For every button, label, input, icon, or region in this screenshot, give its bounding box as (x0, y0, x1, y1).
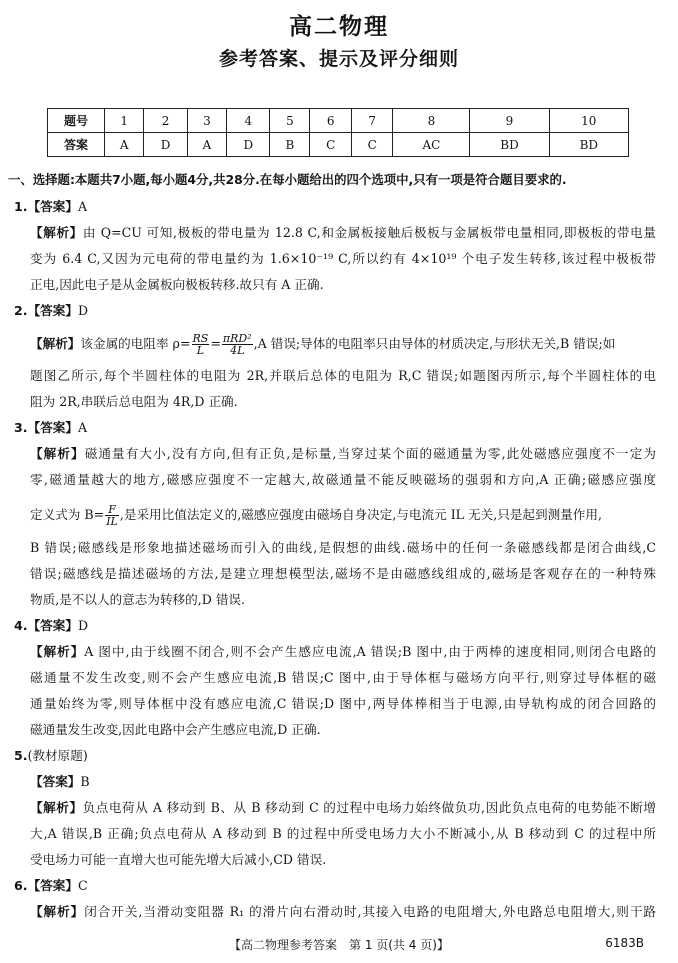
table-cell: 1 (105, 109, 144, 133)
q3-analysis-line-1 (30, 446, 656, 462)
table-cell: B (270, 133, 310, 157)
q4-analysis-line-2: 磁通量不发生改变,则不会产生感应电流,B 错误;C 图中,由于导体框与磁场方向平行,则穿过导体框的磁 (30, 670, 656, 685)
resistivity-fraction-1 (192, 333, 210, 356)
q1-analysis-line-1 (30, 225, 656, 241)
fraction-numerator: F (105, 504, 119, 516)
q1-answer: A (77, 199, 88, 214)
q4-answer: D (77, 618, 89, 633)
analysis-tag: 【解析】 (30, 225, 83, 240)
q3-number: 3. (14, 420, 28, 435)
q4-text-1: A 图中,由于线圈不闭合,则不会产生感应电流,A 错误;B 图中,由于两棒的速度相同,则闭合电路的 (84, 644, 657, 659)
table-cell: A (105, 133, 144, 157)
q1-number: 1. (14, 199, 28, 214)
q5-number-line (14, 748, 640, 764)
q1-text-1: 由 Q=CU 可知,极板的带电量为 12.8 C,和金属板接触后极板与金属板带电量相同,即极板的带电量 (82, 225, 656, 240)
answer-key-table (47, 108, 629, 157)
table-cell: 9 (470, 109, 549, 133)
q5-analysis-line-2: 大,A 错误,B 正确;负点电荷从 A 移动到 B 的过程中所受电场力大小不断减小,从 B 移动到 C 的过程中所 (30, 826, 656, 841)
table-cell: 8 (393, 109, 470, 133)
table-cell: A (187, 133, 226, 157)
fraction-denominator: 4L (230, 344, 245, 357)
q6-analysis-line-1 (30, 904, 656, 920)
analysis-tag: 【解析】 (30, 904, 85, 919)
q4-number: 4. (14, 618, 28, 633)
question-number-row (48, 109, 629, 133)
q3-text-pre: 定义式为 B= (30, 507, 105, 522)
analysis-tag: 【解析】 (30, 800, 83, 815)
q3-analysis-line-2: 零,磁通量越大的地方,磁感应强度不一定越大,故磁通量不能反映磁场的强弱和方向,A 正确;磁感应强度 (30, 472, 656, 487)
q2-analysis-line-1 (30, 329, 656, 359)
q2-text-post: ,A 错误;导体的电阻率只由导体的材质决定,与形状无关,B 错误;如 (253, 336, 616, 351)
q1-answer-line (14, 199, 640, 215)
q3-analysis-line-5: 错误;磁感线是描述磁场的方法,是建立理想模型法,磁场不是由磁感线组成的,磁场是客观存在的一种特殊 (30, 566, 656, 581)
table-cell: D (227, 133, 270, 157)
table-cell: D (144, 133, 187, 157)
q3-text-1: 磁通量有大小,没有方向,但有正负,是标量,当穿过某个面的磁通量为零,此处磁感应强度不一定为 (84, 446, 656, 461)
fraction-denominator: IL (106, 515, 118, 528)
section-heading: 一、选择题:本题共7小题,每小题4分,共28分.在每小题给出的四个选项中,只有一项是符合题目要求的. (8, 172, 567, 187)
table-cell: 2 (144, 109, 187, 133)
analysis-tag: 【解析】 (30, 644, 85, 659)
q6-text-1: 闭合开关,当滑动变阻器 R₁ 的滑片向右滑动时,其接入电路的电阻增大,外电路总电阻增大,则干路 (84, 904, 656, 919)
q4-analysis-line-4: 磁通量发生改变,因此电路中会产生感应电流,D 正确. (30, 722, 321, 737)
document-code: 6183B (605, 936, 644, 950)
document-title: 高二物理 (289, 14, 389, 40)
answer-tag: 【答案】 (30, 774, 81, 789)
table-cell: C (310, 133, 352, 157)
q2-answer-line (14, 303, 640, 319)
answer-tag: 【答案】 (27, 303, 78, 318)
fraction-numerator: πRD² (222, 332, 252, 345)
q5-note: (教材原题) (27, 748, 88, 763)
resistivity-fraction-2 (222, 333, 253, 356)
table-cell: BD (549, 133, 628, 157)
answer-tag: 【答案】 (27, 878, 78, 893)
q2-analysis-line-2: 题图乙所示,每个半圆柱体的电阻为 2R,并联后总体的电阻为 R,C 错误;如题图丙所示,每个半圆柱体的电 (30, 368, 656, 383)
fraction-numerator: RS (192, 332, 209, 345)
q6-answer: C (77, 878, 88, 893)
q2-answer: D (77, 303, 89, 318)
table-cell: BD (470, 133, 549, 157)
document-subtitle: 参考答案、提示及评分细则 (218, 48, 459, 70)
q5-analysis-line-3: 受电场力可能一直增大也可能先增大后减小,CD 错误. (30, 852, 327, 867)
q5-analysis-line-1 (30, 800, 656, 816)
table-cell: AC (393, 133, 470, 157)
q3-analysis-line-3 (30, 500, 656, 530)
row-label-number: 题号 (48, 109, 105, 133)
analysis-tag: 【解析】 (30, 446, 85, 461)
table-cell: 6 (310, 109, 352, 133)
q3-text-post: ,是采用比值法定义的,磁感应强度由磁场自身决定,与电流元 IL 无关,只是起到测量作用, (119, 507, 602, 522)
answer-tag: 【答案】 (27, 199, 78, 214)
q5-answer: B (80, 774, 90, 789)
q2-number: 2. (14, 303, 28, 318)
row-label-answer: 答案 (48, 133, 105, 157)
q4-analysis-line-1 (30, 644, 656, 660)
q5-answer-line (30, 774, 656, 790)
q5-number: 5. (14, 748, 28, 763)
equals-sign: = (210, 336, 221, 351)
answer-tag: 【答案】 (27, 420, 78, 435)
q2-text-pre: 该金属的电阻率 ρ= (80, 336, 191, 351)
q3-analysis-line-6: 物质,是不以人的意志为转移的,D 错误. (30, 592, 246, 607)
analysis-tag: 【解析】 (30, 336, 81, 351)
q4-answer-line (14, 618, 640, 634)
q6-number: 6. (14, 878, 28, 893)
table-cell: 5 (270, 109, 310, 133)
table-cell: C (351, 133, 393, 157)
q6-answer-line (14, 878, 640, 894)
q1-analysis-line-3: 正电,因此电子是从金属板向极板转移.故只有 A 正确. (30, 277, 324, 292)
q3-answer-line (14, 420, 640, 436)
q1-analysis-line-2: 变为 6.4 C,又因为元电荷的带电量约为 1.6×10⁻¹⁹ C,所以约有 4×10¹⁹ 个电子发生转移,该过程中极板带 (30, 251, 656, 266)
answer-tag: 【答案】 (27, 618, 78, 633)
page-footer: 【高二物理参考答案 第 1 页(共 4 页)】 (229, 938, 449, 952)
answer-row (48, 133, 629, 157)
fraction-denominator: L (196, 344, 205, 357)
table-cell: 7 (351, 109, 393, 133)
q4-analysis-line-3: 通量始终为零,则导体框中没有感应电流,C 错误;D 图中,两导体棒相当于电源,由导轨构成的闭合回路的 (30, 696, 656, 711)
q5-text-1: 负点电荷从 A 移动到 B、从 B 移动到 C 的过程中电场力始终做负功,因此负点电荷的电势能不断增 (82, 800, 657, 815)
magnetic-field-fraction (105, 504, 119, 527)
table-cell: 3 (187, 109, 226, 133)
q2-analysis-line-3: 阻为 2R,串联后总电阻为 4R,D 正确. (30, 394, 238, 409)
q3-answer: A (77, 420, 88, 435)
table-cell: 10 (549, 109, 628, 133)
q3-analysis-line-4: B 错误;磁感线是形象地描述磁场而引入的曲线,是假想的曲线.磁场中的任何一条磁感线都是闭合曲线,C (30, 540, 656, 555)
table-cell: 4 (227, 109, 270, 133)
